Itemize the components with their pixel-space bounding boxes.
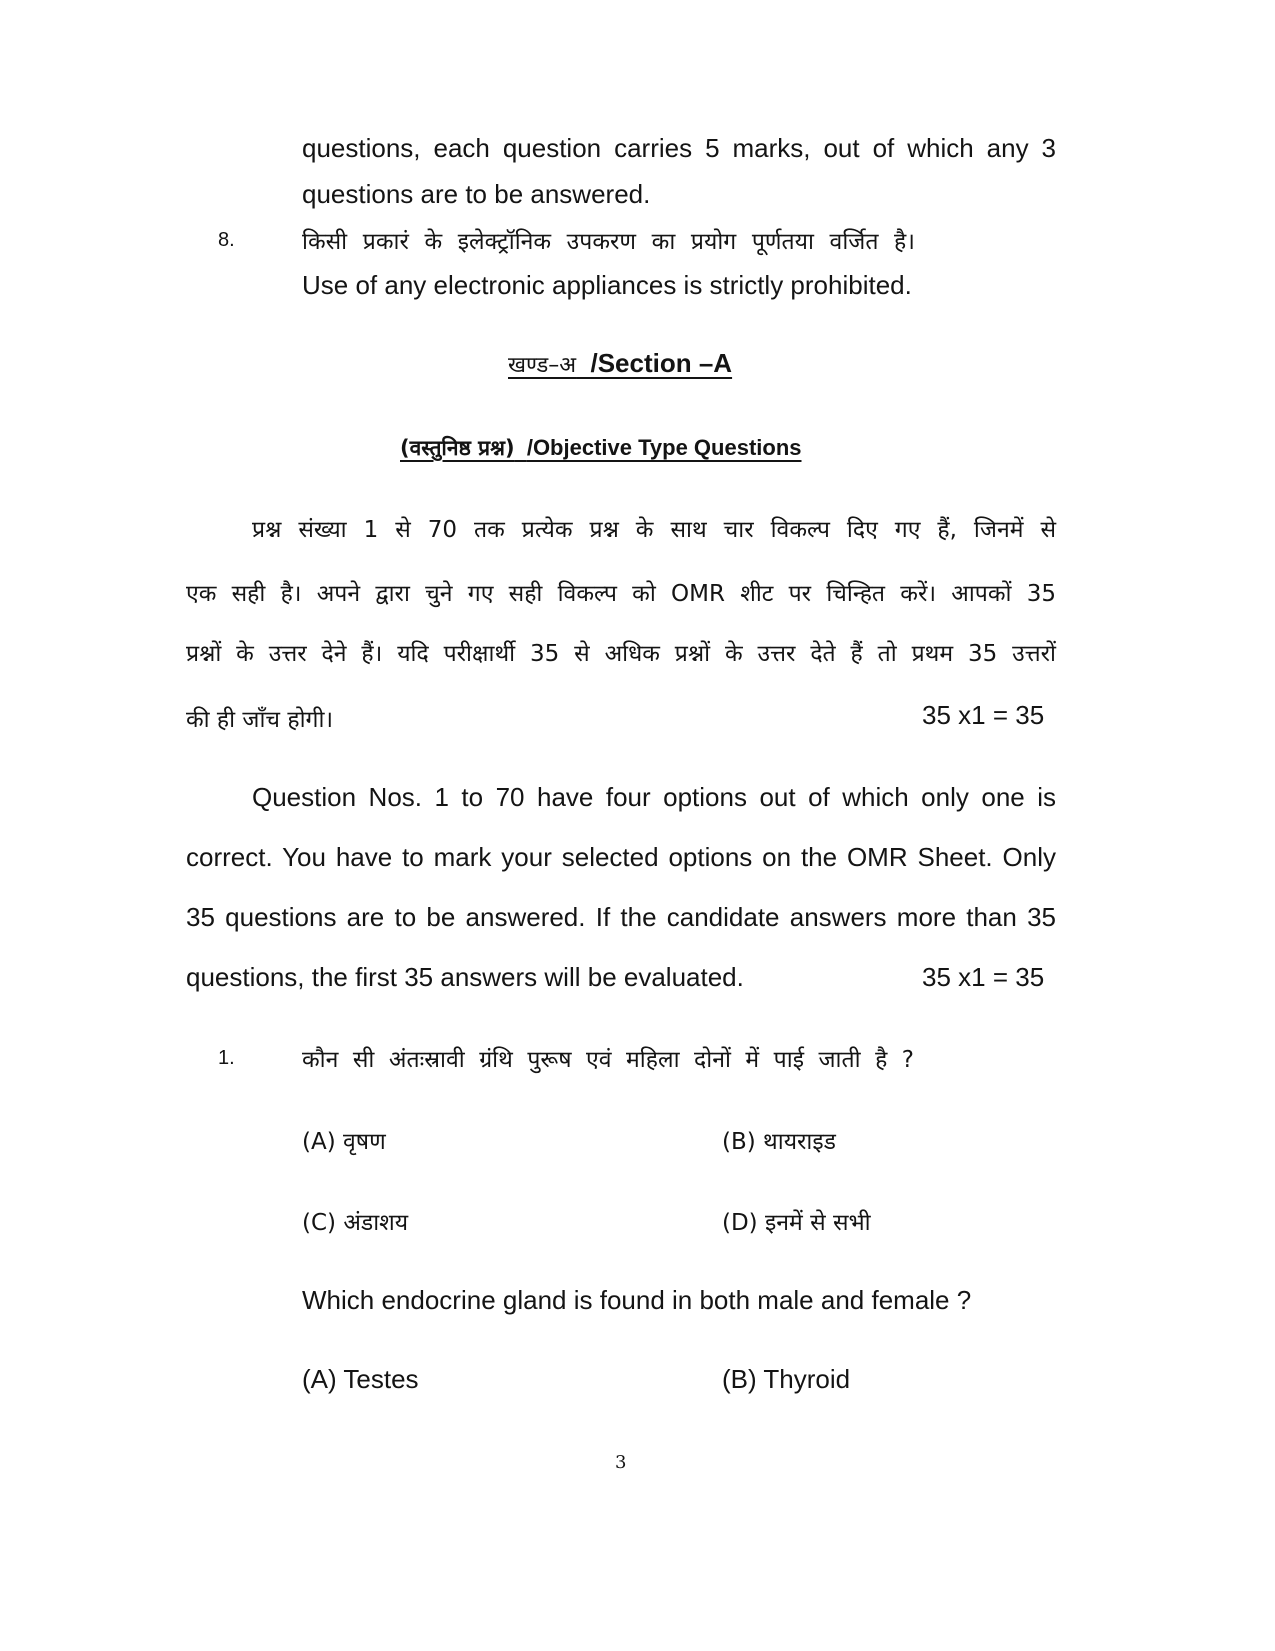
hindi-instruction-line-2: एक सही है। अपने द्वारा चुने गए सही विकल्प को OMR शीट पर चिन्हित करें। आपकों 35	[186, 581, 1056, 607]
section-heading-english: /Section –A	[590, 348, 733, 378]
section-subheading-english: /Objective Type Questions	[526, 435, 802, 460]
instruction-8-hindi: किसी प्रकारं के इलेक्ट्रॉनिक उपकरण का प्रयोग पूर्णतया वर्जित है।	[302, 229, 915, 255]
english-instruction-marks: 35 x1 = 35	[922, 962, 1045, 992]
question-1-hindi-option-b: (B) थायराइड	[722, 1129, 836, 1155]
question-1-english-text: Which endocrine gland is found in both male and female ?	[302, 1285, 972, 1315]
section-subheading	[400, 434, 802, 462]
question-1-english-option-b: (B) Thyroid	[722, 1364, 851, 1394]
instruction-7-line-2: questions are to be answered.	[302, 179, 651, 209]
english-instruction-line-4: questions, the first 35 answers will be evaluated.	[186, 962, 744, 992]
instruction-8-number: 8.	[218, 229, 235, 251]
question-1-number: 1.	[218, 1047, 235, 1069]
hindi-instruction-line-4: की ही जाँच होगी।	[186, 707, 334, 733]
question-1-hindi-option-a: (A) वृषण	[302, 1129, 386, 1155]
hindi-instruction-marks: 35 x1 = 35	[922, 700, 1045, 730]
section-heading-hindi: खण्ड–अ	[508, 353, 577, 378]
hindi-instruction-line-3: प्रश्नों के उत्तर देने हैं। यदि परीक्षार्थी 35 से अधिक प्रश्नों के उत्तर देते हैं तो प्रथम 35 उत्तरों	[186, 641, 1056, 667]
section-heading	[508, 348, 732, 379]
page-number: 3	[615, 1452, 627, 1473]
instruction-8-english: Use of any electronic appliances is strictly prohibited.	[302, 270, 912, 300]
english-instruction-line-2: correct. You have to mark your selected options on the OMR Sheet. Only	[186, 842, 1056, 872]
english-instruction-line-3: 35 questions are to be answered. If the candidate answers more than 35	[186, 902, 1056, 932]
question-1-hindi-option-c: (C) अंडाशय	[302, 1210, 409, 1236]
hindi-instruction-line-1: प्रश्न संख्या 1 से 70 तक प्रत्येक प्रश्न के साथ चार विकल्प दिए गए हैं, जिनमें से	[252, 517, 1056, 543]
instruction-7-line-1: questions, each question carries 5 marks, out of which any 3	[302, 133, 1056, 163]
question-1-hindi-option-d: (D) इनमें से सभी	[722, 1210, 871, 1236]
english-instruction-line-1: Question Nos. 1 to 70 have four options out of which only one is	[252, 782, 1056, 812]
question-1-hindi-text: कौन सी अंतःस्रावी ग्रंथि पुरूष एवं महिला दोनों में पाई जाती है ?	[302, 1047, 914, 1073]
question-1-english-option-a: (A) Testes	[302, 1364, 419, 1394]
section-subheading-hindi: (वस्तुनिष्ठ प्रश्न)	[400, 436, 515, 460]
